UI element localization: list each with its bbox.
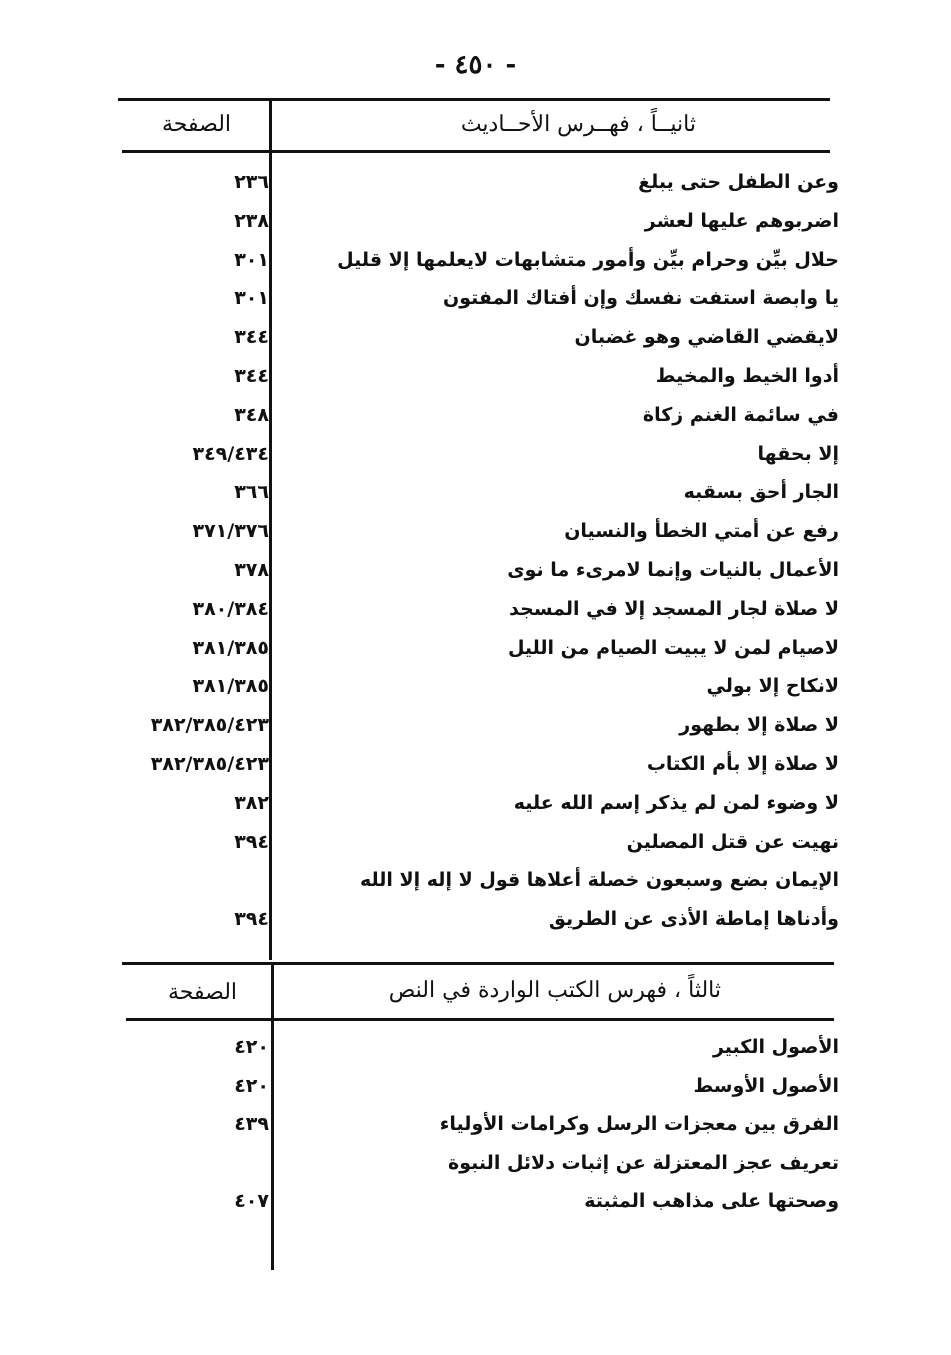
entry-page: ٣٤٨ — [234, 403, 269, 426]
entry-text: لانكاح إلا بولي — [706, 675, 839, 698]
index-row — [0, 241, 951, 279]
entry-text: لا وضوء لمن لم يذكر إسم الله عليه — [513, 791, 839, 814]
entry-page: ٣٨٠/٣٨٤ — [192, 597, 269, 620]
entry-page: ٣٩٤ — [234, 908, 269, 931]
entry-text: الأعمال بالنيات وإنما لامرىء ما نوى — [507, 559, 839, 581]
entry-text: الفرق بين معجزات الرسل وكرامات الأولياء — [439, 1113, 839, 1135]
entry-text: الأصول الكبير — [712, 1036, 839, 1058]
entry-text: إلا بحقها — [757, 442, 839, 465]
index-row — [0, 396, 951, 434]
section2-header-rule — [122, 150, 830, 153]
index-row — [0, 163, 951, 201]
entry-page: ٣٨٢/٣٨٥/٤٢٣ — [150, 714, 269, 737]
entry-page: ٤٣٩ — [234, 1113, 269, 1135]
entry-text: تعريف عجز المعتزلة عن إثبات دلائل النبوة — [448, 1151, 839, 1174]
entry-text: في سائمة الغنم زكاة — [642, 403, 839, 426]
index-row — [0, 629, 951, 667]
page-number: - ٤٥٠ - — [434, 50, 517, 80]
index-row — [0, 745, 951, 783]
entry-page: ٣٨١/٣٨٥ — [192, 675, 269, 698]
section2-page-header: الصفحة — [162, 112, 232, 137]
index-row — [0, 357, 951, 395]
index-row — [0, 318, 951, 356]
entry-page: ٣٠١ — [234, 248, 269, 271]
section2-title: ثانيــاً ، فهــرس الأحــاديث — [460, 112, 696, 137]
section2-top-rule — [118, 98, 830, 101]
entry-page: ٣٨٢/٣٨٥/٤٢٣ — [150, 753, 269, 775]
entry-page: ٣٤٩/٤٣٤ — [192, 442, 269, 465]
index-row — [0, 1028, 951, 1066]
entry-text: اضربوهم عليها لعشر — [644, 209, 839, 232]
index-row — [0, 667, 951, 705]
index-row — [0, 823, 951, 861]
index-row — [0, 435, 951, 473]
index-row — [0, 861, 951, 899]
section3-page-header: الصفحة — [168, 980, 238, 1005]
index-row — [0, 202, 951, 240]
entry-text: الجار أحق بسقبه — [683, 481, 839, 504]
entry-text: رفع عن أمتي الخطأ والنسيان — [564, 520, 839, 543]
index-row — [0, 1182, 951, 1220]
entry-text: لا صلاة إلا بأم الكتاب — [646, 753, 839, 775]
entry-text: وأدناها إماطة الأذى عن الطريق — [548, 908, 839, 931]
index-row — [0, 1144, 951, 1182]
entry-page: ٢٣٦ — [234, 171, 269, 193]
section3-top-rule — [122, 962, 834, 965]
entry-text: يا وابصة استفت نفسك وإن أفتاك المفتون — [443, 287, 839, 310]
entry-text: لا صلاة لجار المسجد إلا في المسجد — [509, 597, 839, 620]
entry-page: ٣٨٢ — [234, 791, 269, 814]
section3-title: ثالثاً ، فهرس الكتب الواردة في النص — [388, 978, 721, 1003]
entry-text: نهيت عن قتل المصلين — [626, 830, 839, 853]
entry-text: لاصيام لمن لا يبيت الصيام من الليل — [507, 636, 839, 659]
entry-page: ٣٧٨ — [234, 559, 269, 581]
entry-page: ٤٠٧ — [234, 1190, 269, 1212]
entry-text: وصحتها على مذاهب المثبتة — [584, 1190, 839, 1212]
index-row — [0, 1067, 951, 1105]
entry-page: ٢٣٨ — [234, 209, 269, 232]
entry-text: الإيمان بضع وسبعون خصلة أعلاها قول لا إله إلا الله — [359, 869, 839, 892]
entry-text: الأصول الأوسط — [693, 1074, 839, 1097]
entry-page: ٤٢٠ — [234, 1074, 269, 1097]
entry-page: ٤٢٠ — [234, 1036, 269, 1058]
index-row — [0, 279, 951, 317]
entry-text: وعن الطفل حتى يبلغ — [638, 171, 839, 193]
entry-text: لايقضي القاضي وهو غضبان — [574, 326, 839, 349]
entry-page: ٣٠١ — [234, 287, 269, 310]
entry-page: ٣٤٤ — [234, 326, 269, 349]
entry-page: ٣٧١/٣٧٦ — [192, 520, 269, 543]
index-row — [0, 473, 951, 511]
index-row — [0, 551, 951, 589]
entry-page: ٣٤٤ — [234, 365, 269, 387]
index-row — [0, 590, 951, 628]
entry-text: أدوا الخيط والمخيط — [655, 365, 839, 387]
index-row — [0, 900, 951, 938]
index-row — [0, 784, 951, 822]
entry-page: ٣٦٦ — [234, 481, 269, 504]
entry-page: ٣٩٤ — [234, 830, 269, 853]
entry-page: ٣٨١/٣٨٥ — [192, 636, 269, 659]
entry-text: لا صلاة إلا بطهور — [679, 714, 839, 737]
index-row — [0, 512, 951, 550]
entry-text: حلال بيِّن وحرام بيِّن وأمور متشابهات لايعلمها إلا قليل — [337, 248, 839, 271]
index-row — [0, 1105, 951, 1143]
index-row — [0, 706, 951, 744]
section3-header-rule — [126, 1018, 834, 1021]
